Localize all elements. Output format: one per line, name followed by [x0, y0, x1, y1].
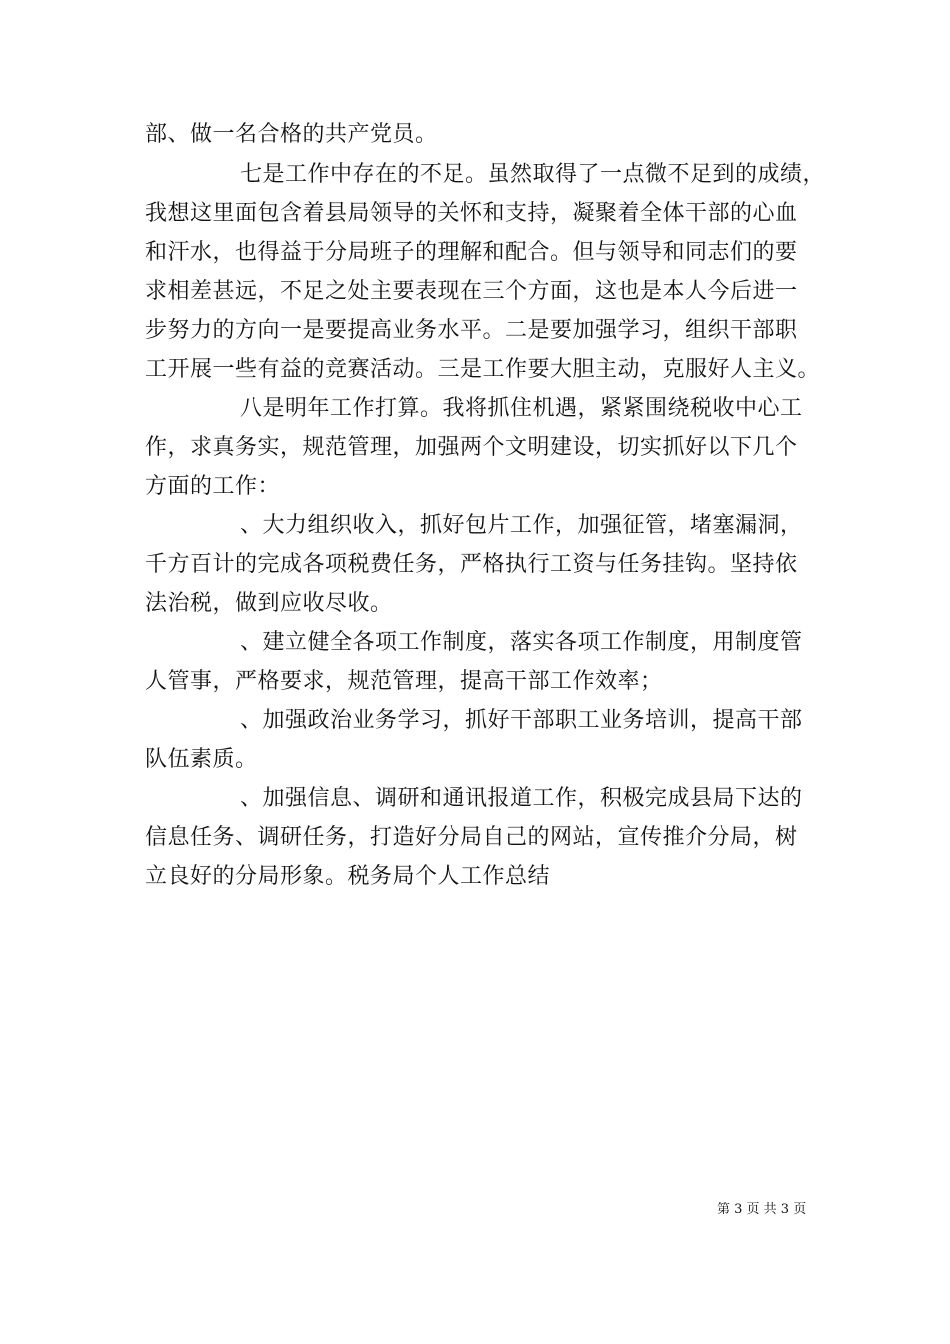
text-line-16: 、加强政治业务学习，抓好干部职工业务培训，提高干部	[240, 708, 803, 733]
text-line-13: 法治税，做到应收尽收。	[145, 591, 393, 616]
text-line-17: 队伍素质。	[145, 747, 258, 772]
text-line-9: 作，求真务实，规范管理，加强两个文明建设，切实抓好以下几个	[145, 435, 798, 460]
text-line-7: 工开展一些有益的竞赛活动。三是工作要大胆主动，克服好人主义。	[145, 357, 821, 382]
text-line-4: 和汗水，也得益于分局班子的理解和配合。但与领导和同志们的要	[145, 240, 798, 265]
text-line-15: 人管事，严格要求，规范管理，提高干部工作效率；	[145, 669, 663, 694]
text-line-10: 方面的工作：	[145, 474, 281, 499]
text-line-12: 千方百计的完成各项税费任务，严格执行工资与任务挂钩。坚持依	[145, 552, 798, 577]
text-line-1: 部、做一名合格的共产党员。	[145, 122, 438, 147]
text-line-19: 信息任务、调研任务，打造好分局自己的网站，宣传推介分局，树	[145, 825, 798, 850]
text-line-20: 立良好的分局形象。税务局个人工作总结	[145, 864, 551, 889]
text-line-18: 、加强信息、调研和通讯报道工作，积极完成县局下达的	[240, 786, 803, 811]
text-line-2: 七是工作中存在的不足。虽然取得了一点微不足到的成绩，	[240, 162, 826, 187]
text-line-11: 、大力组织收入，抓好包片工作，加强征管，堵塞漏洞，	[240, 513, 803, 538]
text-line-5: 求相差甚远，不足之处主要表现在三个方面，这也是本人今后进一	[145, 279, 798, 304]
text-line-8: 八是明年工作打算。我将抓住机遇，紧紧围绕税收中心工	[240, 396, 803, 421]
text-line-14: 、建立健全各项工作制度，落实各项工作制度，用制度管	[240, 630, 803, 655]
page-number-footer: 第 3 页 共 3 页	[717, 1202, 807, 1217]
text-line-3: 我想这里面包含着县局领导的关怀和支持，凝聚着全体干部的心血	[145, 201, 798, 226]
text-line-6: 步努力的方向一是要提高业务水平。二是要加强学习，组织干部职	[145, 318, 798, 343]
